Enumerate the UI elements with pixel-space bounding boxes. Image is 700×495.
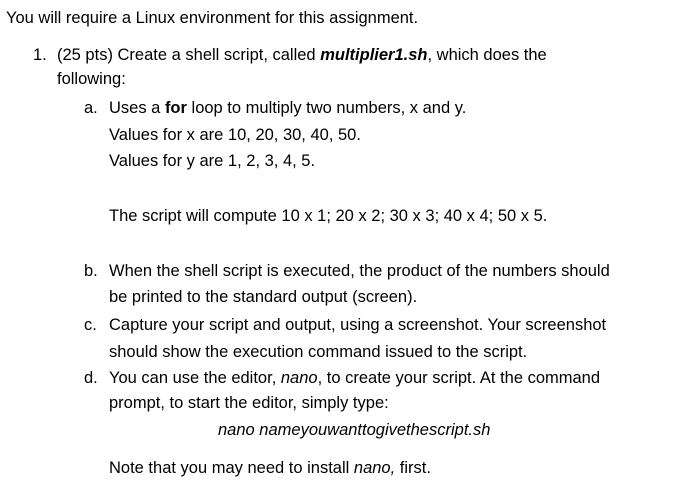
item-a-line-2: Values for x are 10, 20, 30, 40, 50.: [109, 126, 361, 144]
intro-text: You will require a Linux environment for this assignment.: [6, 9, 419, 27]
question-number: 1.: [33, 46, 47, 64]
item-c-line-2: should show the execution command issued to the script.: [109, 343, 528, 361]
item-b-marker: b.: [84, 262, 98, 280]
script-name: multiplier1.sh: [320, 46, 428, 64]
item-a-line-4: The script will compute 10 x 1; 20 x 2; 30 x 3; 40 x 4; 50 x 5.: [109, 207, 548, 225]
item-d-pre: You can use the editor,: [109, 369, 281, 387]
item-b-line-1: When the shell script is executed, the product of the numbers should: [109, 262, 610, 280]
item-b-line-2: be printed to the standard output (screen).: [109, 288, 418, 306]
item-d-marker: d.: [84, 369, 98, 387]
item-a-pre: Uses a: [109, 99, 165, 117]
for-keyword: for: [164, 99, 187, 117]
item-d-line-2: prompt, to start the editor, simply type:: [109, 394, 389, 412]
item-d-line-1: [109, 366, 600, 390]
item-c-line-1: Capture your script and output, using a screenshot. Your screenshot: [109, 316, 607, 334]
nano-command: nano nameyouwanttogivethescript.sh: [218, 421, 491, 439]
item-c-marker: c.: [84, 316, 97, 334]
item-a-line-3: Values for y are 1, 2, 3, 4, 5.: [109, 152, 316, 170]
item-a-marker: a.: [84, 99, 98, 117]
item-d-note: [109, 456, 431, 480]
question-line-2: following:: [57, 70, 126, 88]
item-a-line-1: [109, 96, 466, 120]
note-nano: nano,: [353, 459, 396, 477]
question-line-1: [57, 43, 547, 67]
question-points-text: (25 pts) Create a shell script, called: [57, 46, 321, 64]
nano-editor-name: nano: [280, 369, 318, 387]
question-rest-text: , which does the: [427, 46, 547, 64]
item-a-post: loop to multiply two numbers, x and y.: [186, 99, 467, 117]
item-d-post: , to create your script. At the command: [317, 369, 601, 387]
note-post: first.: [395, 459, 431, 477]
note-pre: Note that you may need to install: [109, 459, 354, 477]
